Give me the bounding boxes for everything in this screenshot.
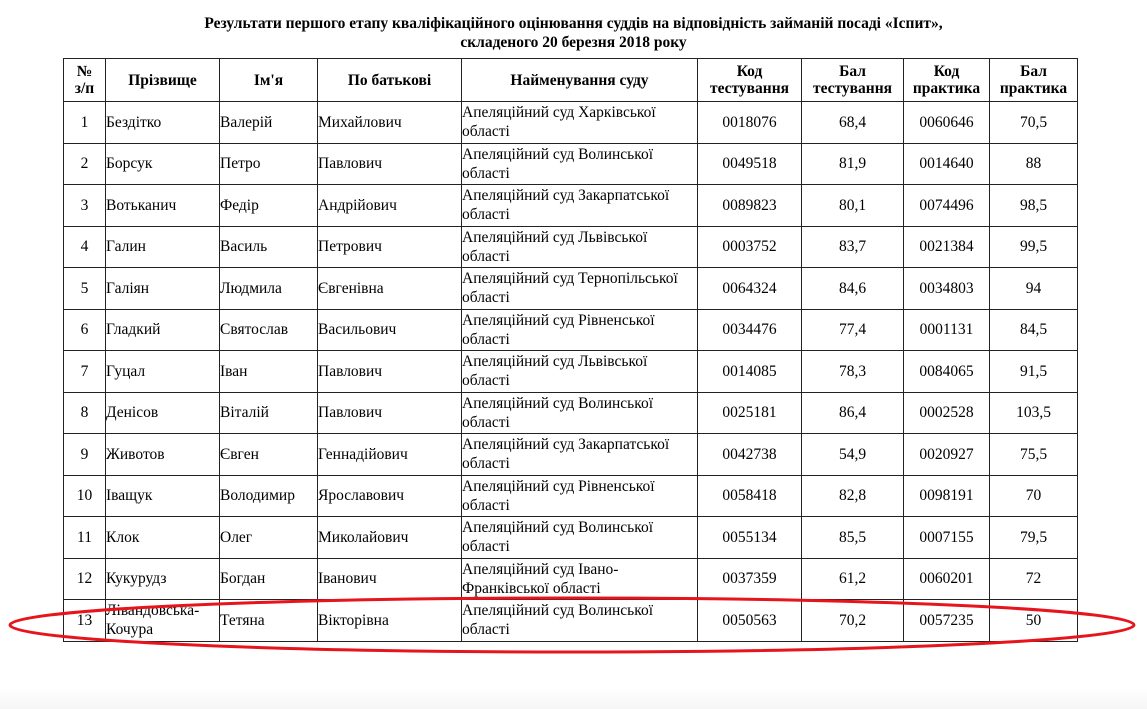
cell-practice-score: 72 [990,558,1078,600]
cell-test-code: 0050563 [698,600,802,642]
cell-test-code: 0089823 [698,185,802,227]
cell-court: Апеляційний суд Волинської області [462,517,698,559]
cell-court: Апеляційний суд Івано-Франківської області [462,558,698,600]
table-row-highlighted [64,600,1078,642]
cell-test-score: 61,2 [802,558,904,600]
cell-num: 8 [64,392,106,434]
cell-court: Апеляційний суд Львівської області [462,351,698,393]
header-test-score: Бал тестування [802,59,904,102]
table-row [64,268,1078,310]
cell-test-score: 85,5 [802,517,904,559]
cell-num: 3 [64,185,106,227]
cell-practice-code: 0057235 [904,600,990,642]
cell-practice-code: 0060201 [904,558,990,600]
cell-practice-code: 0098191 [904,475,990,517]
cell-name: Василь [220,226,318,268]
cell-court: Апеляційний суд Закарпатської області [462,185,698,227]
cell-practice-score: 79,5 [990,517,1078,559]
cell-num: 10 [64,475,106,517]
cell-name: Валерій [220,102,318,144]
cell-surname: Денісов [106,392,220,434]
cell-surname: Іващук [106,475,220,517]
header-practice-score: Бал практика [990,59,1078,102]
cell-test-code: 0055134 [698,517,802,559]
cell-surname: Борсук [106,143,220,185]
cell-test-score: 83,7 [802,226,904,268]
cell-test-score: 77,4 [802,309,904,351]
cell-num: 1 [64,102,106,144]
cell-court: Апеляційний суд Рівненської області [462,309,698,351]
cell-practice-code: 0074496 [904,185,990,227]
cell-num: 4 [64,226,106,268]
table-row [64,102,1078,144]
cell-practice-code: 0021384 [904,226,990,268]
cell-patronymic: Миколайович [318,517,462,559]
cell-practice-score: 50 [990,600,1078,642]
cell-name: Людмила [220,268,318,310]
cell-surname: Вотьканич [106,185,220,227]
cell-patronymic: Петрович [318,226,462,268]
cell-practice-score: 103,5 [990,392,1078,434]
cell-name: Володимир [220,475,318,517]
cell-practice-score: 70 [990,475,1078,517]
cell-test-score: 80,1 [802,185,904,227]
cell-name: Федір [220,185,318,227]
cell-surname: Гуцал [106,351,220,393]
cell-test-score: 78,3 [802,351,904,393]
cell-patronymic: Михайлович [318,102,462,144]
cell-practice-code: 0001131 [904,309,990,351]
header-name: Ім'я [220,59,318,102]
cell-court: Апеляційний суд Закарпатської області [462,434,698,476]
cell-court: Апеляційний суд Волинської області [462,600,698,642]
cell-patronymic: Павлович [318,351,462,393]
cell-practice-score: 88 [990,143,1078,185]
title-line-1: Результати першого етапу кваліфікаційного оцінювання суддів на відповідність займаній посаді «Іспит», [204,15,943,32]
cell-court: Апеляційний суд Львівської області [462,226,698,268]
cell-test-code: 0058418 [698,475,802,517]
cell-practice-score: 84,5 [990,309,1078,351]
cell-name: Петро [220,143,318,185]
cell-surname: Гладкий [106,309,220,351]
cell-test-score: 81,9 [802,143,904,185]
cell-court: Апеляційний суд Волинської області [462,143,698,185]
cell-test-code: 0018076 [698,102,802,144]
table-row [64,434,1078,476]
cell-practice-score: 94 [990,268,1078,310]
cell-name: Іван [220,351,318,393]
cell-name: Тетяна [220,600,318,642]
table-row [64,185,1078,227]
cell-practice-code: 0020927 [904,434,990,476]
cell-test-score: 70,2 [802,600,904,642]
cell-patronymic: Євгенівна [318,268,462,310]
table-row [64,558,1078,600]
cell-test-code: 0014085 [698,351,802,393]
cell-test-code: 0003752 [698,226,802,268]
cell-practice-code: 0002528 [904,392,990,434]
results-table [63,58,1078,642]
cell-practice-score: 75,5 [990,434,1078,476]
cell-name: Богдан [220,558,318,600]
table-row [64,392,1078,434]
header-surname: Прізвище [106,59,220,102]
cell-num: 11 [64,517,106,559]
table-row [64,351,1078,393]
cell-practice-code: 0060646 [904,102,990,144]
cell-practice-score: 99,5 [990,226,1078,268]
table-row [64,143,1078,185]
cell-num: 12 [64,558,106,600]
cell-practice-score: 70,5 [990,102,1078,144]
cell-test-score: 68,4 [802,102,904,144]
cell-test-code: 0034476 [698,309,802,351]
cell-practice-code: 0084065 [904,351,990,393]
cell-num: 5 [64,268,106,310]
header-row [64,59,1078,102]
cell-test-score: 82,8 [802,475,904,517]
cell-name: Святослав [220,309,318,351]
cell-surname: Бездітко [106,102,220,144]
cell-num: 6 [64,309,106,351]
cell-test-code: 0025181 [698,392,802,434]
cell-court: Апеляційний суд Харківської області [462,102,698,144]
cell-test-score: 84,6 [802,268,904,310]
cell-practice-code: 0034803 [904,268,990,310]
cell-patronymic: Геннадійович [318,434,462,476]
cell-surname: Кукурудз [106,558,220,600]
cell-test-code: 0042738 [698,434,802,476]
cell-test-code: 0064324 [698,268,802,310]
cell-test-code: 0037359 [698,558,802,600]
header-practice-code: Код практика [904,59,990,102]
cell-patronymic: Вікторівна [318,600,462,642]
header-test-code: Код тестування [698,59,802,102]
cell-surname: Клок [106,517,220,559]
cell-num: 7 [64,351,106,393]
cell-patronymic: Павлович [318,392,462,434]
cell-patronymic: Андрійович [318,185,462,227]
header-num: № з/п [64,59,106,102]
cell-practice-code: 0014640 [904,143,990,185]
title-line-2: складеного 20 березня 2018 року [460,34,687,51]
document-title [0,14,1147,52]
table-row [64,517,1078,559]
cell-name: Євген [220,434,318,476]
cell-test-score: 86,4 [802,392,904,434]
page-bottom-edge [0,688,1147,709]
header-court: Найменування суду [462,59,698,102]
cell-court: Апеляційний суд Тернопільської області [462,268,698,310]
cell-num: 9 [64,434,106,476]
cell-patronymic: Іванович [318,558,462,600]
cell-patronymic: Васильович [318,309,462,351]
header-patronymic: По батькові [318,59,462,102]
cell-patronymic: Павлович [318,143,462,185]
cell-surname: Лівандовська-Кочура [106,600,220,642]
table-row [64,309,1078,351]
cell-num: 2 [64,143,106,185]
cell-surname: Животов [106,434,220,476]
cell-practice-score: 91,5 [990,351,1078,393]
cell-name: Олег [220,517,318,559]
cell-practice-score: 98,5 [990,185,1078,227]
cell-test-code: 0049518 [698,143,802,185]
table-row [64,475,1078,517]
cell-surname: Галин [106,226,220,268]
cell-court: Апеляційний суд Рівненської області [462,475,698,517]
cell-surname: Галіян [106,268,220,310]
cell-name: Віталій [220,392,318,434]
cell-num: 13 [64,600,106,642]
cell-patronymic: Ярославович [318,475,462,517]
table-row [64,226,1078,268]
cell-test-score: 54,9 [802,434,904,476]
cell-court: Апеляційний суд Волинської області [462,392,698,434]
cell-practice-code: 0007155 [904,517,990,559]
